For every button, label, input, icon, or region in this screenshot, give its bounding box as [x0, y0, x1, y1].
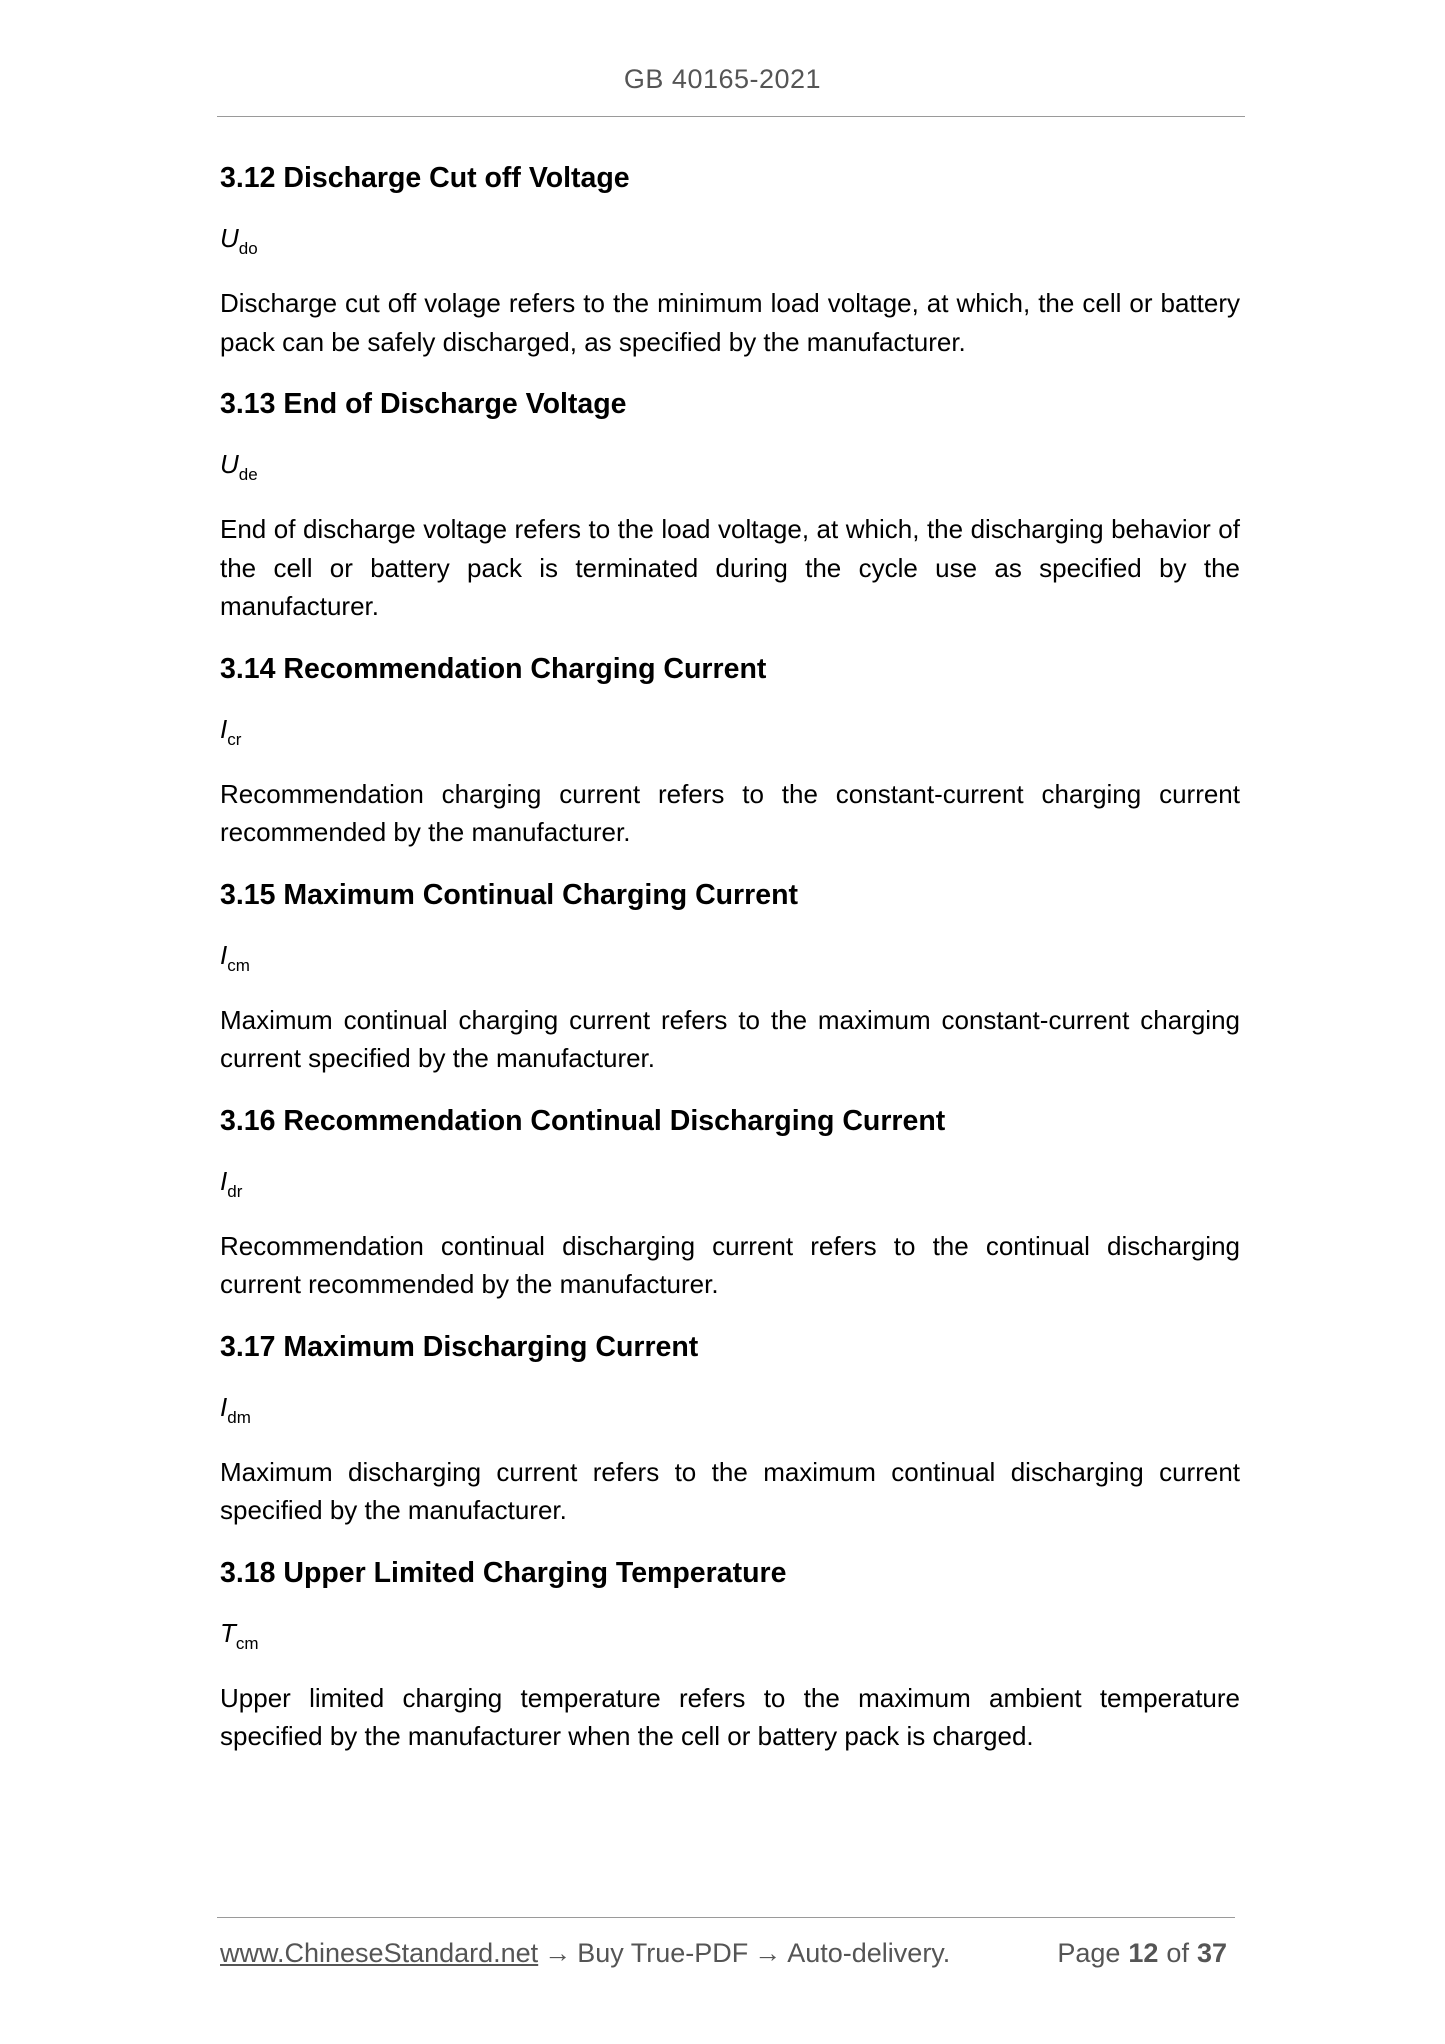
symbol-subscript: dr [227, 1181, 243, 1201]
definition-text: Discharge cut off volage refers to the minimum load voltage, at which, the cell or battery pack can be safely discharged, as specified by the manufacturer. [220, 288, 1240, 357]
section-heading: 3.17 Maximum Discharging Current [220, 1330, 699, 1363]
definition-section-3-18 [220, 1555, 1240, 1756]
symbol-letter: I [220, 1391, 228, 1422]
arrow-right-icon: → [544, 1938, 572, 1968]
page-content [220, 160, 1240, 1781]
definition-section-3-16 [220, 1103, 1240, 1304]
term-symbol [220, 1616, 1240, 1653]
section-heading: 3.16 Recommendation Continual Discharging Current [220, 1104, 946, 1137]
term-symbol [220, 447, 1240, 484]
definition-text: End of discharge voltage refers to the load voltage, at which, the discharging behavior of the cell or battery pack is terminated during the cycle use as specified by the manufacturer. [220, 514, 1240, 621]
symbol-subscript: dm [227, 1407, 251, 1427]
buy-true-pdf-text: Buy True-PDF [577, 1938, 749, 1968]
page-footer [220, 1938, 1235, 1978]
section-heading: 3.13 End of Discharge Voltage [220, 388, 627, 420]
definition-text: Recommendation continual discharging current refers to the continual discharging current recommended by the manufacturer. [220, 1230, 1240, 1299]
header-divider [217, 116, 1245, 117]
definition-section-3-15 [220, 877, 1240, 1078]
footer-promo [220, 1938, 950, 1969]
term-symbol [220, 221, 1240, 258]
term-symbol [220, 712, 1240, 749]
current-page-number: 12 [1128, 1938, 1159, 1968]
total-page-count: 37 [1196, 1938, 1227, 1968]
term-symbol [220, 1390, 1240, 1427]
definition-section-3-12 [220, 160, 1240, 361]
term-symbol [220, 938, 1240, 975]
section-heading: 3.14 Recommendation Charging Current [220, 652, 767, 685]
page-label: Page [1057, 1938, 1121, 1968]
auto-delivery-text: Auto-delivery. [787, 1938, 951, 1968]
chinesestandard-link[interactable]: www.ChineseStandard.net [220, 1938, 539, 1968]
symbol-subscript: cm [227, 955, 250, 975]
symbol-subscript: cr [227, 729, 242, 749]
symbol-subscript: de [238, 465, 258, 484]
document-header-title: GB 40165-2021 [623, 64, 822, 94]
page-counter [1057, 1938, 1235, 1969]
definition-section-3-14 [220, 651, 1240, 852]
symbol-subscript: do [238, 239, 258, 258]
definition-text: Recommendation charging current refers to the constant-current charging current recommended by the manufacturer. [220, 778, 1240, 847]
arrow-right-icon: → [754, 1938, 782, 1968]
footer-divider [217, 1917, 1235, 1918]
of-label: of [1166, 1938, 1189, 1968]
definition-text: Maximum continual charging current refers to the maximum constant-current charging current specified by the manufacturer. [220, 1004, 1240, 1073]
symbol-letter: U [220, 223, 239, 253]
symbol-letter: I [220, 1165, 228, 1196]
symbol-letter: U [220, 449, 239, 479]
symbol-subscript: cm [235, 1633, 259, 1653]
symbol-letter: T [220, 1617, 236, 1648]
symbol-letter: I [220, 939, 228, 970]
section-heading: 3.15 Maximum Continual Charging Current [220, 878, 798, 911]
section-heading: 3.12 Discharge Cut off Voltage [220, 162, 630, 194]
term-symbol [220, 1164, 1240, 1201]
definition-text: Maximum discharging current refers to the maximum continual discharging current specified by the manufacturer. [220, 1456, 1240, 1525]
definition-section-3-17 [220, 1329, 1240, 1530]
symbol-letter: I [220, 713, 228, 744]
definition-section-3-13 [220, 386, 1240, 626]
section-heading: 3.18 Upper Limited Charging Temperature [220, 1556, 787, 1589]
definition-text: Upper limited charging temperature refers to the maximum ambient temperature specified by the manufacturer when the cell or battery pack is charged. [220, 1682, 1240, 1751]
